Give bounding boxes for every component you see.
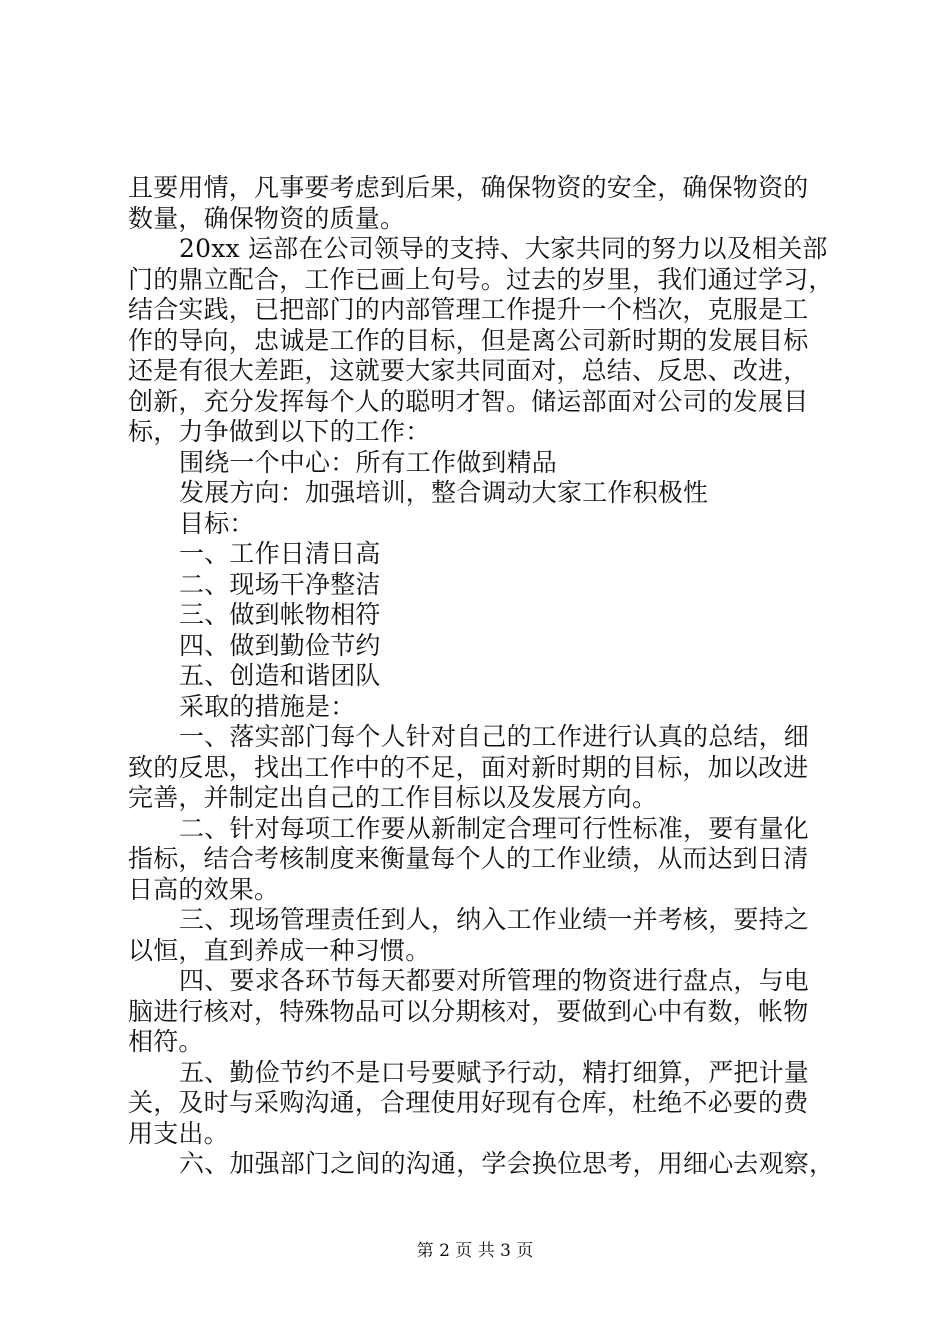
text-line: 脑进行核对，特殊物品可以分期核对，要做到心中有数，帐物 <box>128 996 809 1026</box>
measure-start-line: 五、勤俭节约不是口号要赋予行动，精打细算，严把计量 <box>179 1057 810 1087</box>
goal-item: 五、创造和谐团队 <box>179 661 381 690</box>
text-line: 致的反思，找出工作中的不足，面对新时期的目标，加以改进 <box>128 752 809 782</box>
measure-start-line: 四、要求各环节每天都要对所管理的物资进行盘点，与电 <box>179 966 810 995</box>
text-line: 创新，充分发挥每个人的聪明才智。储运部面对公司的发展目 <box>128 386 809 416</box>
text-line: 以恒，直到养成一种习惯。 <box>128 935 431 965</box>
text-line: 日高的效果。 <box>128 874 280 904</box>
paragraph-start-line: 20xx 运部在公司领导的支持、大家共同的努力以及相关部 <box>179 234 828 263</box>
document-body <box>128 173 838 1180</box>
measure-start-line: 六、加强部门之间的沟通，学会换位思考，用细心去观察， <box>179 1149 835 1178</box>
measure-start-line: 三、现场管理责任到人，纳入工作业绩一并考核，要持之 <box>179 905 810 934</box>
goal-item: 二、现场干净整洁 <box>179 569 381 599</box>
measure-start-line: 一、落实部门每个人针对自己的工作进行认真的总结，细 <box>179 722 810 751</box>
text-line: 还是有很大差距，这就要大家共同面对，总结、反思、改进， <box>128 356 809 385</box>
center-line: 围绕一个中心：所有工作做到精品 <box>179 447 558 477</box>
goal-item: 三、做到帐物相符 <box>179 600 381 629</box>
text-line: 关，及时与采购沟通，合理使用好现有仓库，杜绝不必要的费 <box>128 1088 809 1117</box>
text-line: 相符。 <box>128 1027 204 1056</box>
text-line: 完善，并制定出自己的工作目标以及发展方向。 <box>128 783 658 812</box>
goals-heading: 目标： <box>179 508 255 538</box>
goal-item: 一、工作日清日高 <box>179 539 381 568</box>
text-line: 标，力争做到以下的工作： <box>128 417 431 446</box>
text-line: 数量，确保物资的质量。 <box>128 203 406 233</box>
text-line: 用支出。 <box>128 1118 229 1148</box>
goal-item: 四、做到勤俭节约 <box>179 630 381 660</box>
measures-heading: 采取的措施是： <box>179 691 356 721</box>
text-line: 指标，结合考核制度来衡量每个人的工作业绩，从而达到日清 <box>128 844 809 873</box>
page-footer: 第 2 页 共 3 页 <box>416 1241 534 1261</box>
text-line: 结合实践，已把部门的内部管理工作提升一个档次，克服是工 <box>128 295 809 324</box>
measure-start-line: 二、针对每项工作要从新制定合理可行性标准，要有量化 <box>179 813 810 843</box>
text-line: 门的鼎立配合，工作已画上句号。过去的岁里，我们通过学习， <box>128 264 834 294</box>
direction-line: 发展方向：加强培训，整合调动大家工作积极性 <box>179 478 709 507</box>
text-line: 作的导向，忠诚是工作的目标，但是离公司新时期的发展目标 <box>128 325 809 355</box>
text-line: 且要用情，凡事要考虑到后果，确保物资的安全，确保物资的 <box>128 173 809 202</box>
